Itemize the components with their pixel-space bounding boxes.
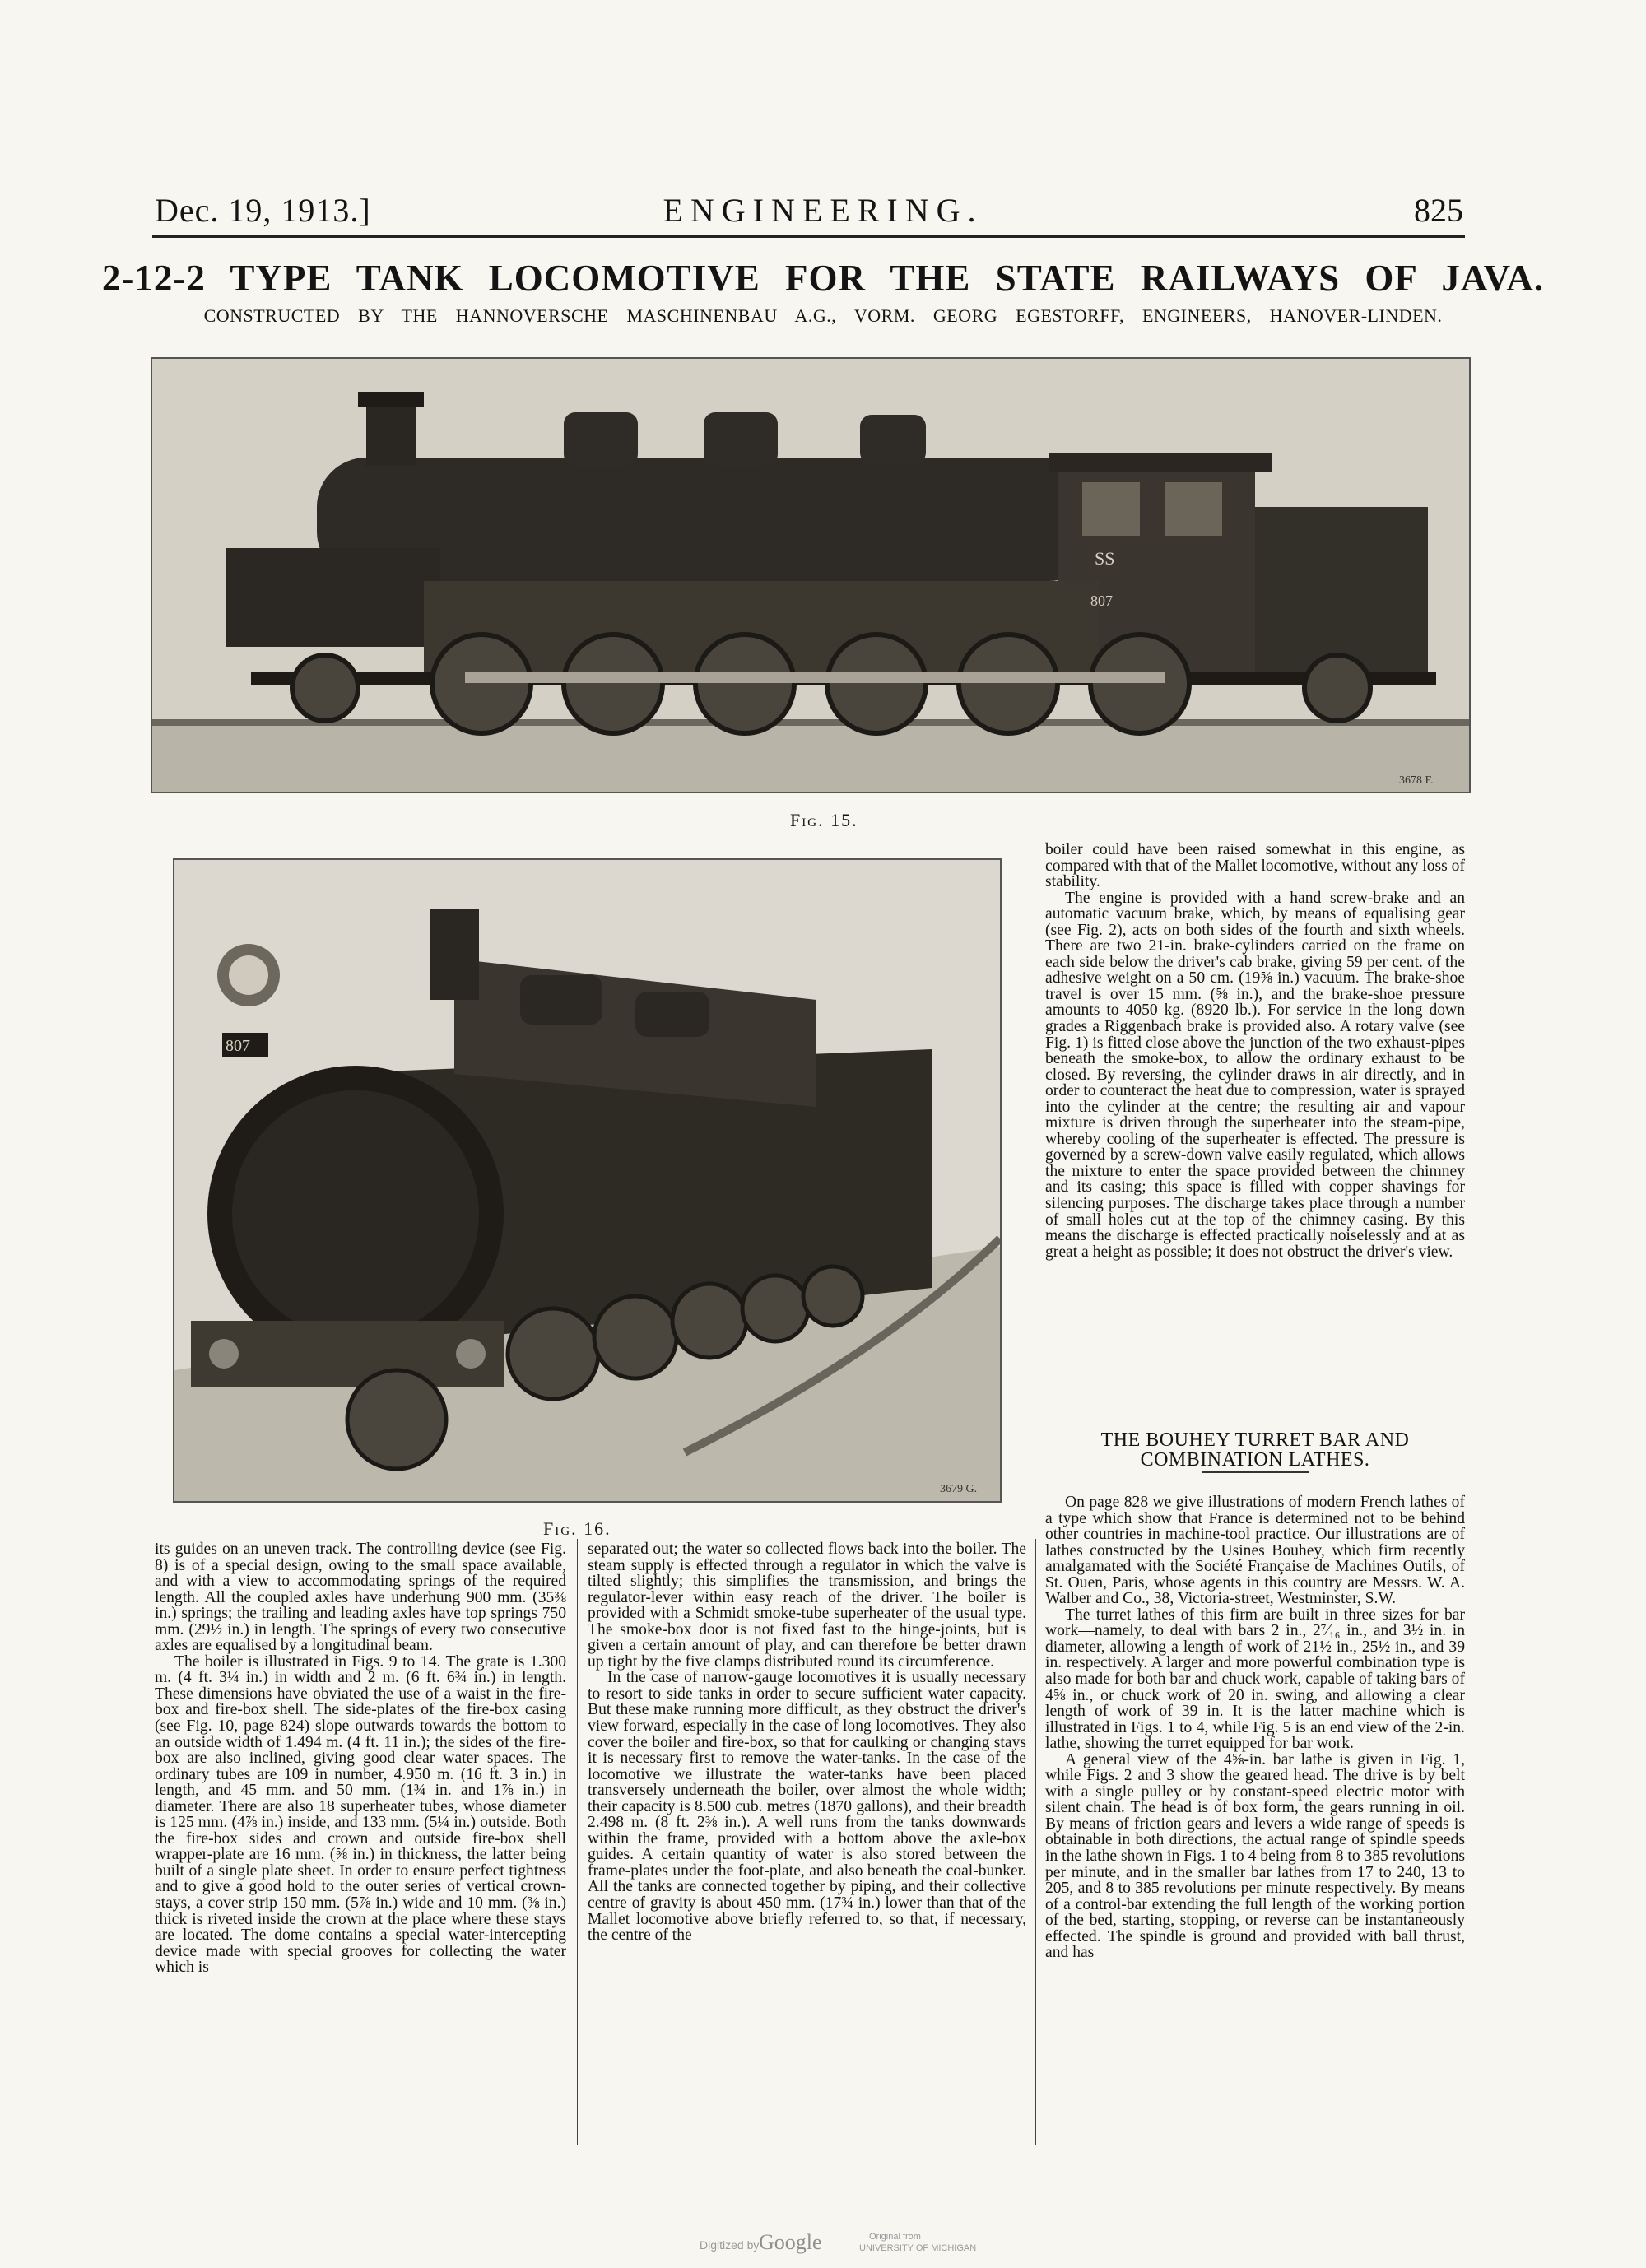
figure-15-caption: Fig. 15. <box>790 810 858 830</box>
fig15-engine-number: 807 <box>1090 593 1113 609</box>
paragraph: A general view of the 4⅝-in. bar lathe is given in Fig. 1, while Figs. 2 and 3 show the geared head. The drive is by belt with a single pulley or by constant-speed electric motor with silent chain. The head is of box form, the gears running in oil. By means of friction gears and levers a wide range of speeds is obtainable in both directions, the actual range of spindle speeds in the lathe shown in Figs. 1 to 4 being from 8 to 385 revolutions per minute, and in the smaller bar lathes from 17 to 240, 13 to 205, and 8 to 385 revolutions per minute respectively. By means of a control-bar extending the full length of the working portion of the bed, starting, stopping, or reverse can be instantaneously effected. The spindle is ground and provided with ball thrust, and has <box>1045 1750 1465 1962</box>
paragraph: The boiler is illustrated in Figs. 9 to 14. The grate is 1.300 m. (4 ft. 3¼ in.) in width and 2 m. (6 ft. 6¾ in.) in length. These dimensions have obviated the use of a waist in the fire-box and fire-box shell. The side-plates of the fire-box casing (see Fig. 10, page 824) slope outwards towards the bottom to an outside width of 1.494 m. (4 ft. 11 in.); the sides of the fire-box are also inclined, giving good clear water spaces. The ordinary tubes are 109 in number, 4.950 m. (16 ft. 3 in.) in length, and 45 mm. and 50 mm. (1¾ in. and 1⅞ in.) in diameter. There are also 18 superheater tubes, whose diameter is 125 mm. (4⅞ in.) inside, and 133 mm. (5¼ in.) outside. Both the fire-box sides and crown and outside fire-box shell wrapper-plate are 16 mm. (⅝ in.) in thickness, the latter being built of a single plate sheet. In order to ensure perfect tightness and to give a good hold to the outer series of vertical crown-stays, a cover strip 150 mm. (5⅞ in.) wide and 10 mm. (⅜ in.) thick is riveted inside the crown at the place where these stays are located. The dome contains a special water-intercepting device made with special grooves for collecting the water which is <box>155 1652 566 1977</box>
journal-name: ENGINEERING. <box>663 192 983 229</box>
running-head-date: Dec. 19, 1913.] <box>155 192 371 229</box>
text-column-left <box>155 1541 566 1976</box>
article-subtitle: CONSTRUCTED BY THE HANNOVERSCHE MASCHINENBAU A.G., VORM. GEORG EGESTORFF, ENGINEERS, HANOVER-LINDEN. <box>203 305 1443 326</box>
paragraph: In the case of narrow-gauge locomotives it is usually necessary to resort to side tanks in order to secure sufficient water capacity. But these make running more difficult, as they obstruct the driver's view forward, especially in the case of long locomotives. They also cover the boiler and fire-box, so that for caulking or changing stays it is necessary first to remove the water-tanks. In the case of the locomotive we illustrate the water-tanks have been placed transversely underneath the boiler, over almost the whole width; their capacity is 8.500 cub. metres (1870 gallons), and their breadth 2.498 m. (8 ft. 2⅜ in.). A well runs from the tanks downwards within the frame, provided with a bottom above the axle-box guides. A certain quantity of water is also stored between the frame-plates under the foot-plate, and also beneath the coal-bunker. All the tanks are connected together by piping, and their collective centre of gravity is about 450 mm. (17¾ in.) lower than that of the Mallet locomotive above briefly referred to, so that, if necessary, the centre of the <box>588 1669 1026 1945</box>
section-heading: THE BOUHEY TURRET BAR AND COMBINATION LATHES. <box>1100 1429 1410 1471</box>
text-column-right-top <box>1045 842 1465 1260</box>
paragraph: The engine is provided with a hand screw-brake and an automatic vacuum brake, which, by means of equalising gear (see Fig. 2), acts on both sides of the fourth and sixth wheels. There are two 21-in. brake-cylinders carried on the frame on each side below the driver's cab brake, giving 59 per cent. of the adhesive weight on a 50 cm. (19⅝ in.) vacuum. The brake-shoe travel is over 15 mm. (⅝ in.), and the brake-shoe pressure amounts to 4050 kg. (8920 lb.). For service in the long down grades a Riggenbach brake is provided also. A rotary valve (see Fig. 1) is fitted close above the junction of the two exhaust-pipes beneath the smoke-box, to allow the ordinary exhaust to be closed. By reversing, the cylinder draws in air directly, and in order to counteract the heat due to compression, water is sprayed into the cylinder at the centre; the resulting air and vapour mixture is driven through the superheater into the steam-pipe, whereby cooling of the superheater is effected. The pressure is governed by a screw-down valve easily regulated, which allows the mixture to enter the space provided between the chimney and its casing; this space is filled with copper shavings for silencing purposes. The discharge takes place through a number of small holes cut at the top of the chimney casing. By this means the discharge is effected practically noiselessly and at as great a height as possible; it does not obstruct the driver's view. <box>1045 889 1465 1261</box>
paragraph: boiler could have been raised somewhat in this engine, as compared with that of the Mallet locomotive, without any loss of stability. <box>1045 841 1465 891</box>
figure-16-caption: Fig. 16. <box>543 1518 611 1539</box>
figure-15-locomotive-side-view <box>151 357 1471 793</box>
article-title: 2-12-2 TYPE TANK LOCOMOTIVE FOR THE STATE RAILWAYS OF JAVA. <box>101 258 1545 299</box>
paragraph: On page 828 we give illustrations of modern French lathes of a type which show that France is determined not to be behind other countries in machine-tool practice. Our illustrations are of lathes constructed by the Usines Bouhey, which firm recently amalgamated with the Société Française de Machines Outils, of St. Ouen, Paris, whose agents in this country are Messrs. W. A. Walber and Co., 38, Victoria-street, Westminster, S.W. <box>1045 1494 1465 1608</box>
google-wordmark: Google <box>759 2230 822 2254</box>
university-label: UNIVERSITY OF MICHIGAN <box>859 2243 977 2253</box>
paragraph: its guides on an uneven track. The controlling device (see Fig. 8) is of a special design, owing to the small space available, and with a view to accommodating springs of the required length. All the coupled axles have underhung 900 mm. (35⅜ in.) springs; the trailing and leading axles have top springs 750 mm. (29½ in.) in length. The springs of every two consecutive axles are equalised by a longitudinal beam. <box>155 1541 566 1655</box>
page-number: 825 <box>1414 192 1463 229</box>
fig15-plate-number: 3678 F. <box>1399 774 1434 787</box>
column-rule <box>1035 1539 1036 2145</box>
fig16-plate-number: 3679 G. <box>940 1483 978 1495</box>
section-heading-rule <box>1202 1471 1309 1473</box>
paragraph: The turret lathes of this firm are built in three sizes for bar work—namely, to deal with bars 2 in., 2⁷⁄₁₆ in., and 3½ in. in diameter, allowing a length of work of 21½ in., 25½ in., and 39 in. respectively. A larger and more powerful combination type is also made for both bar and chuck work, capable of taking bars of 4⅝ in., or chuck work of 20 in. swing, and allowing a clear length of work of 39 in. It is the latter machine which is illustrated in Figs. 1 to 4, while Fig. 5 is an end view of the 2-in. lathe, showing the turret equipped for bar work. <box>1045 1606 1465 1753</box>
text-column-middle <box>588 1541 1026 1944</box>
column-rule <box>577 1539 578 2145</box>
fig16-engine-number: 807 <box>226 1037 250 1055</box>
header-rule <box>152 235 1465 238</box>
digitized-by-label: Digitized by <box>700 2238 760 2252</box>
paragraph: separated out; the water so collected flows back into the boiler. The steam supply is effected through a regulator in which the valve is tilted slightly; this simplifies the transmission, and brings the regulator-lever within easy reach of the driver. The boiler is provided with a Schmidt smoke-tube superheater of the usual type. The smoke-box door is not fixed fast to the hinge-joints, but is given a certain amount of play, and can therefore be better drawn up tight by the five clamps distributed round its circumference. <box>588 1541 1026 1671</box>
text-column-right-bottom <box>1045 1430 1465 1961</box>
fig15-cab-mark: SS <box>1095 548 1115 569</box>
figure-16-locomotive-front-view <box>173 858 1002 1503</box>
original-from-label: Original from <box>869 2232 921 2242</box>
